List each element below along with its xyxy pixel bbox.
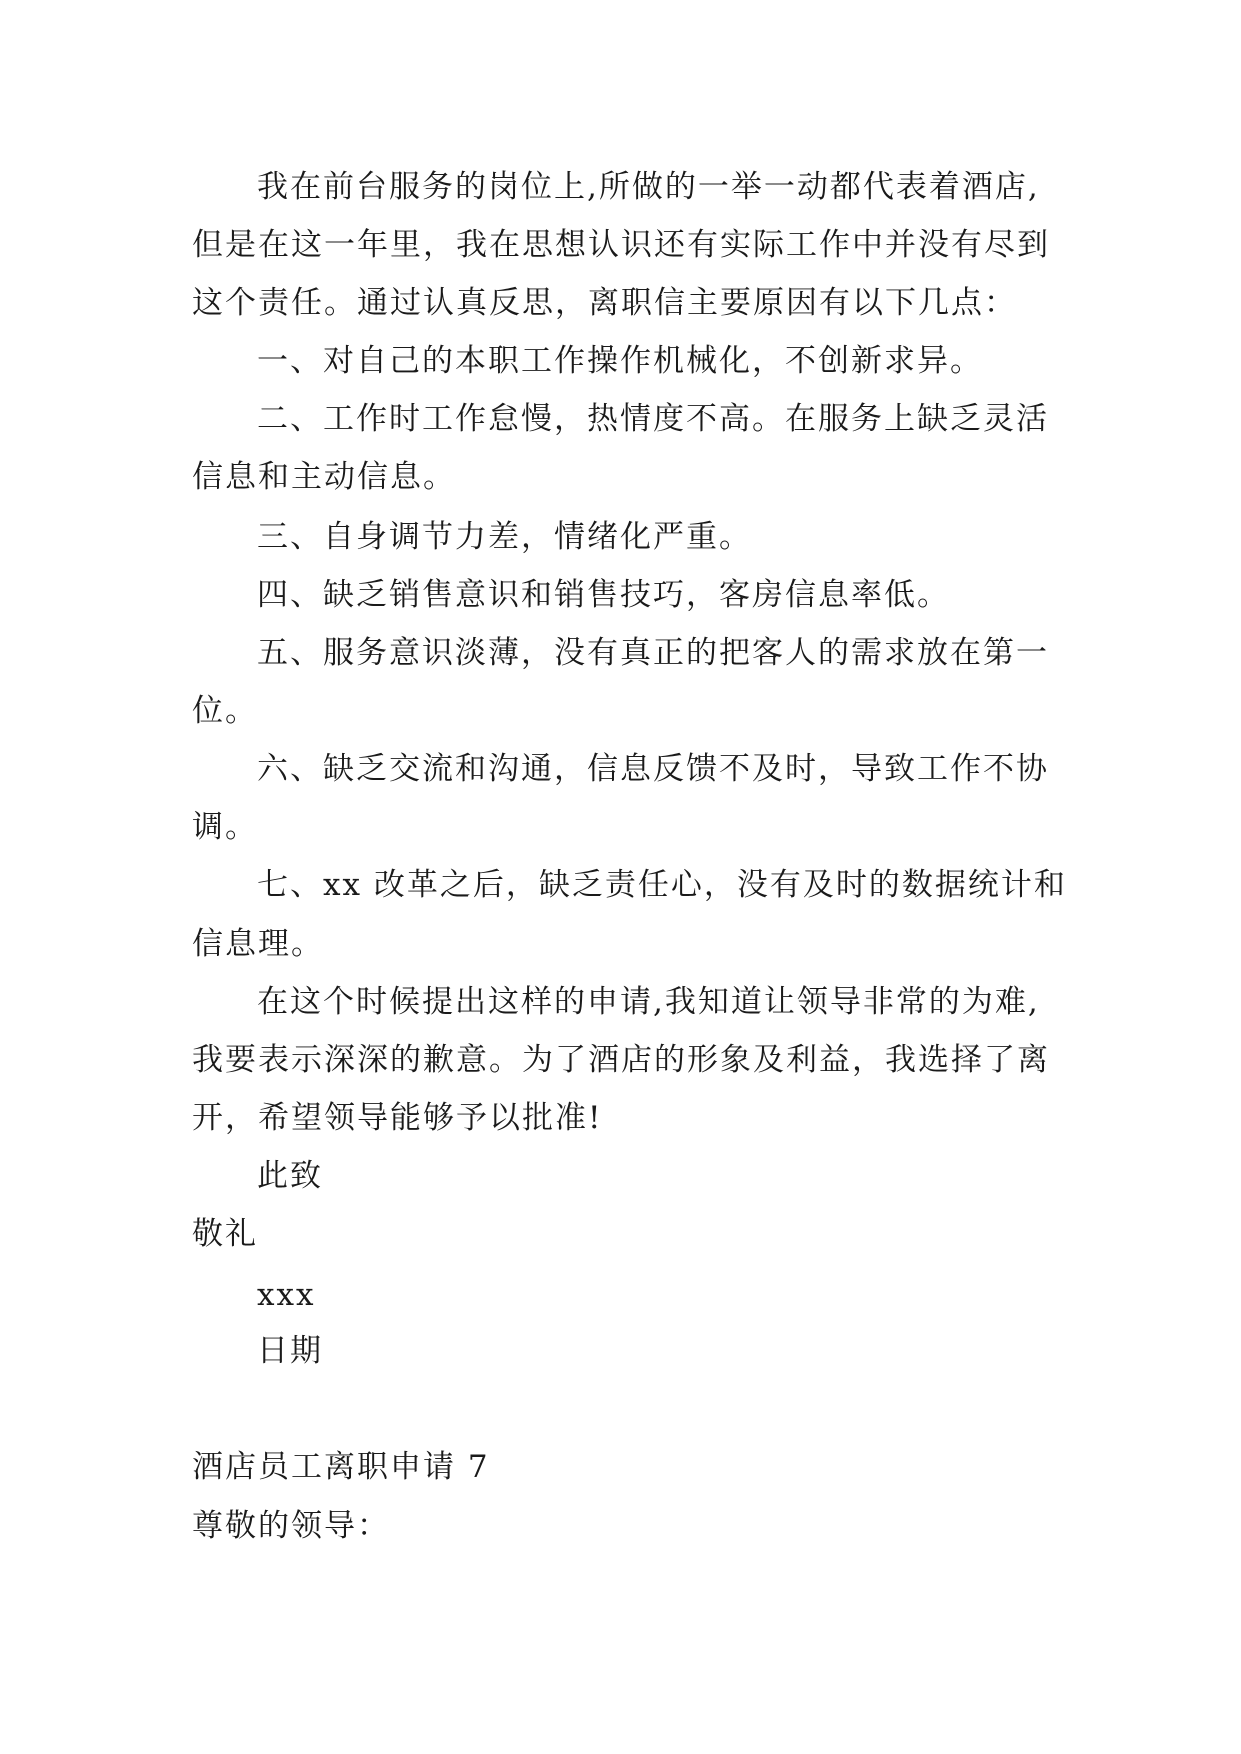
list-item-7-continued: 信息理。 [192,926,324,962]
list-item-5-continued: 位。 [192,693,258,729]
list-item-3: 三、自身调节力差，情绪化严重。 [257,519,752,555]
body-line: 我在前台服务的岗位上,所做的一举一动都代表着酒店, [257,169,1040,205]
body-line: 开，希望领导能够予以批准! [192,1100,603,1136]
section-title: 酒店员工离职申请 7 [192,1449,490,1485]
body-line: 这个责任。通过认真反思，离职信主要原因有以下几点： [192,285,1017,321]
body-line: 但是在这一年里，我在思想认识还有实际工作中并没有尽到 [192,227,1050,263]
list-item-7: 七、xx 改革之后，缺乏责任心，没有及时的数据统计和 [257,867,1067,903]
regards-line: 敬礼 [192,1216,258,1252]
list-item-1: 一、对自己的本职工作操作机械化，不创新求异。 [257,343,983,379]
body-line: 我要表示深深的歉意。为了酒店的形象及利益，我选择了离 [192,1042,1050,1078]
list-item-5: 五、服务意识淡薄，没有真正的把客人的需求放在第一 [257,635,1049,671]
list-item-4: 四、缺乏销售意识和销售技巧，客房信息率低。 [257,577,950,613]
body-line: 在这个时候提出这样的申请,我知道让领导非常的为难, [257,984,1040,1020]
list-item-2: 二、工作时工作怠慢，热情度不高。在服务上缺乏灵活 [257,401,1049,437]
date-line: 日期 [257,1333,323,1369]
list-item-2-continued: 信息和主动信息。 [192,459,456,495]
list-item-6-continued: 调。 [192,809,258,845]
greeting: 尊敬的领导： [192,1508,390,1544]
closing-line: 此致 [257,1158,323,1194]
list-item-6: 六、缺乏交流和沟通，信息反馈不及时，导致工作不协 [257,751,1049,787]
signature: xxx [257,1277,316,1313]
